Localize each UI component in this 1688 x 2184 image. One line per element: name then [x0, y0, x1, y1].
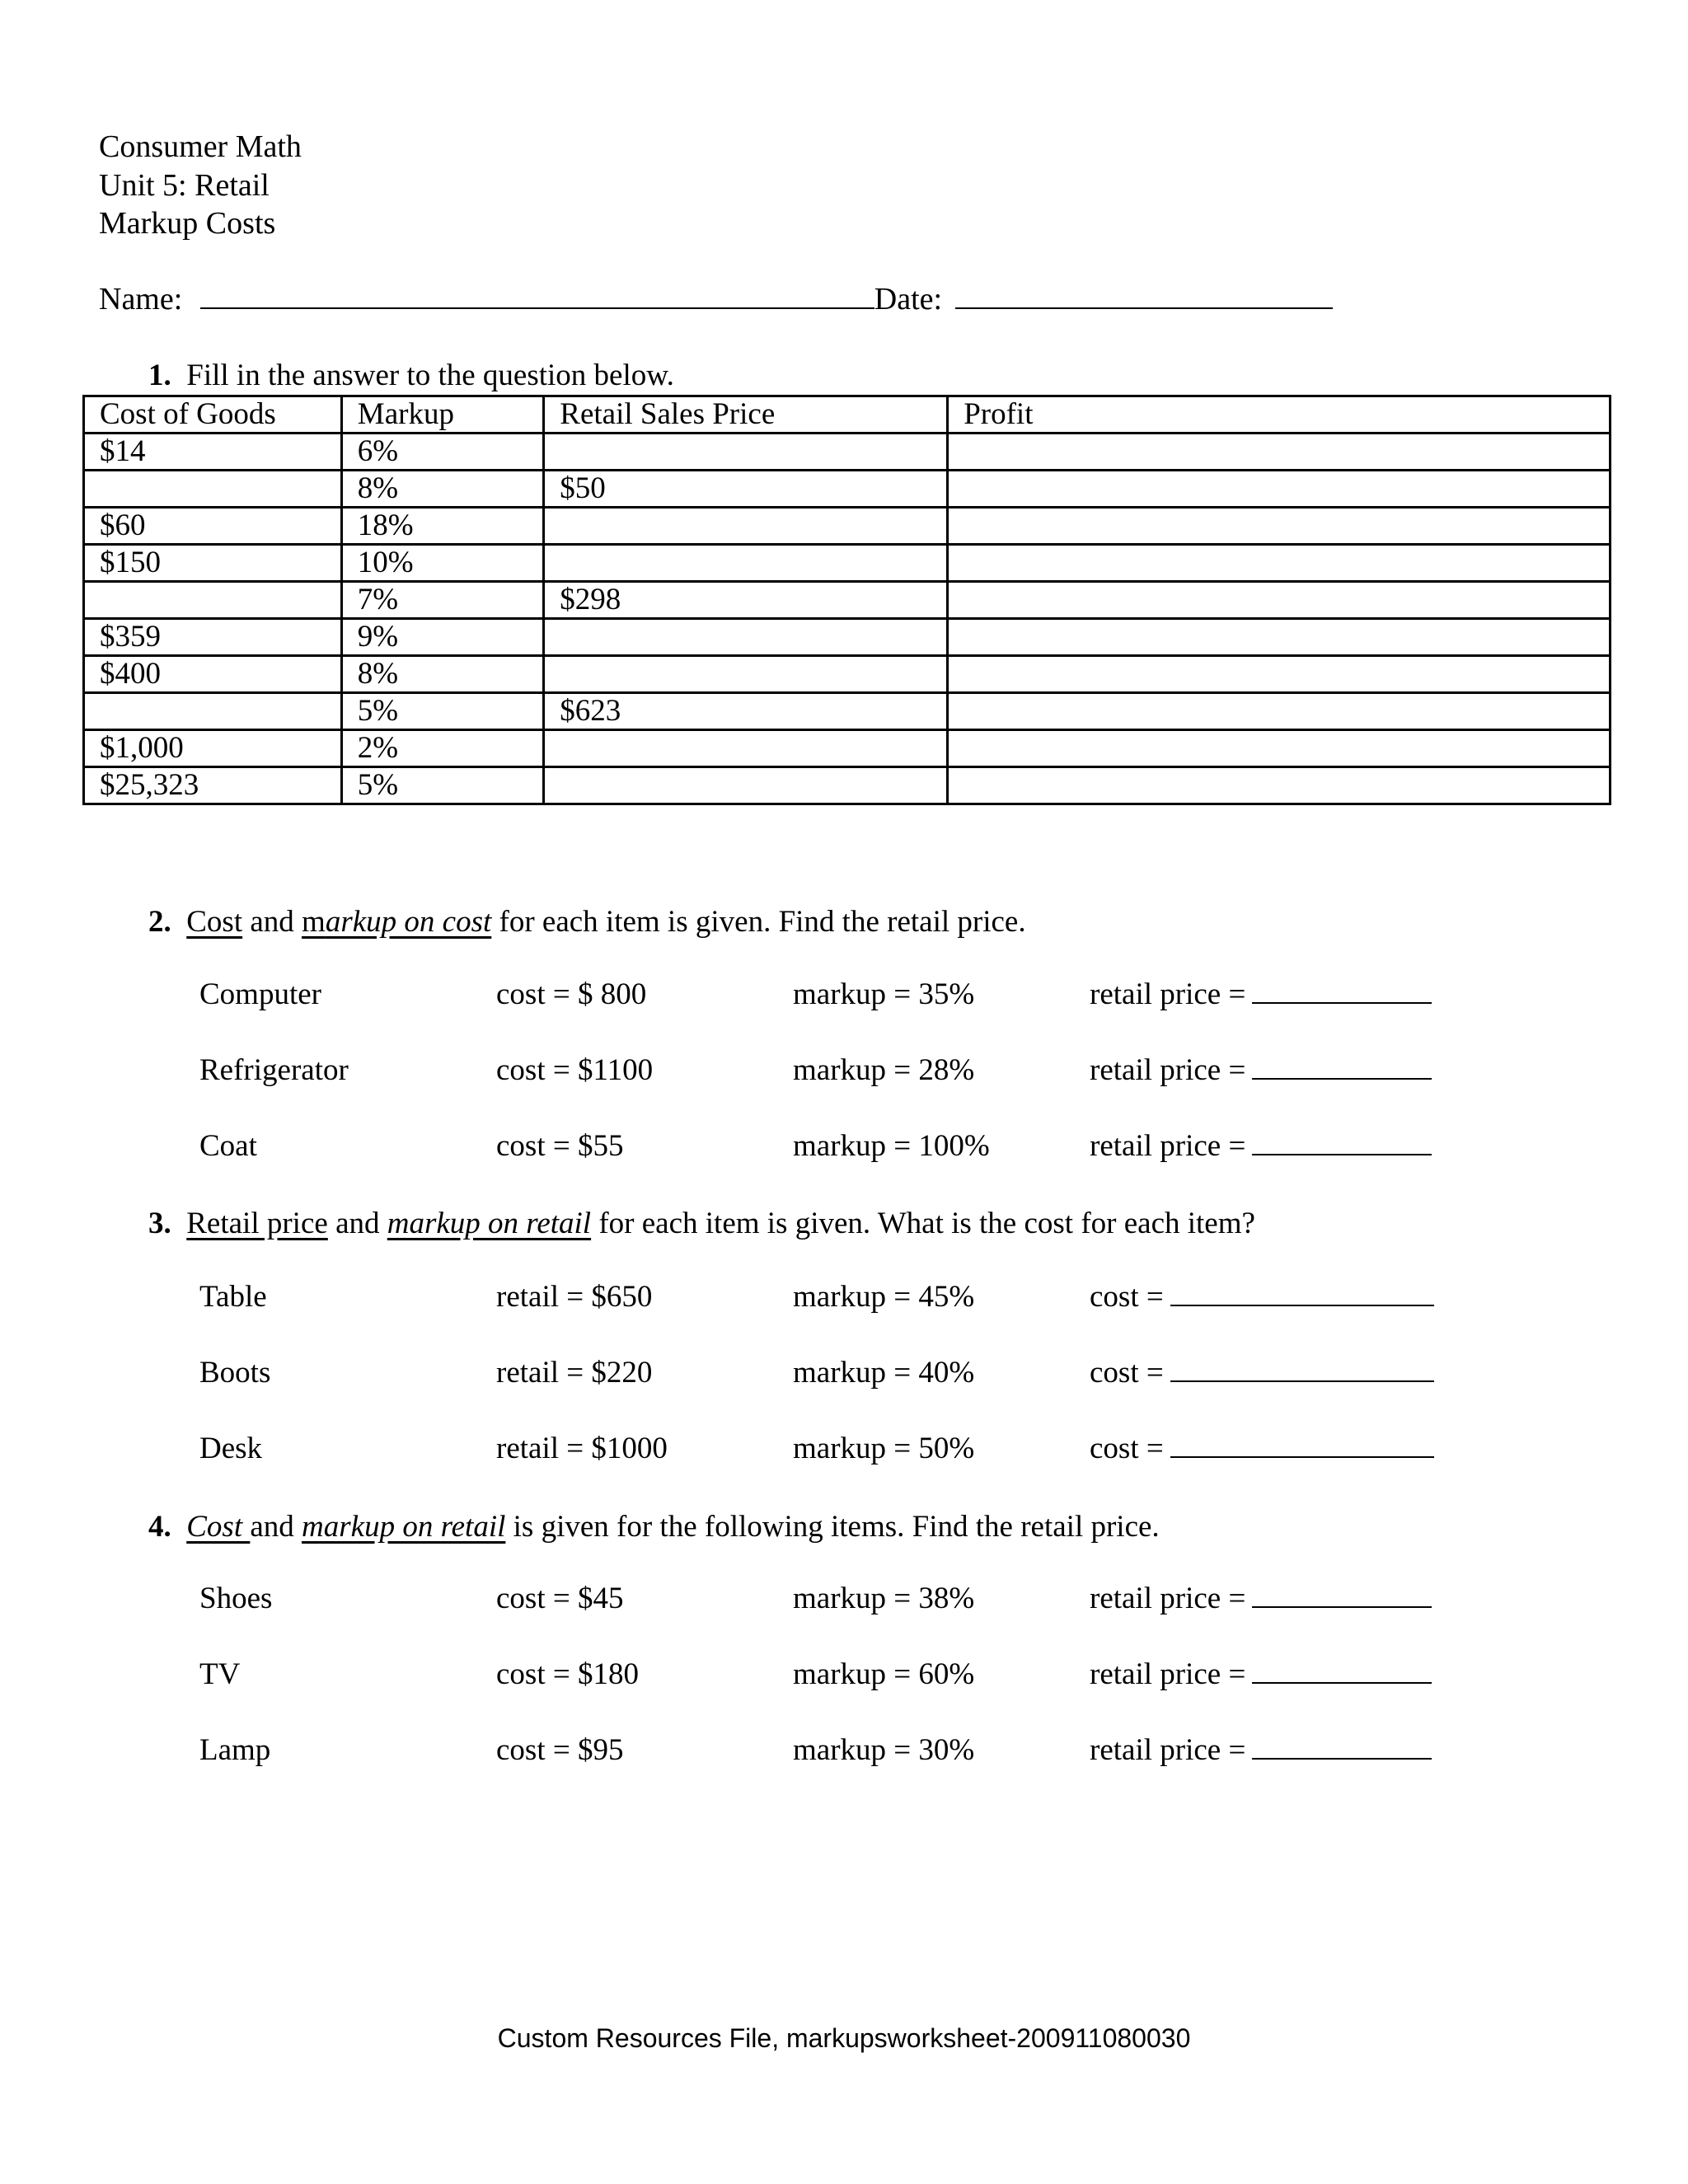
table-cell: $60: [84, 508, 342, 545]
table-cell: 5%: [341, 693, 543, 730]
table-cell[interactable]: [948, 767, 1611, 804]
column-header: Cost of Goods: [84, 396, 342, 434]
table-row: [84, 508, 1611, 545]
q2-text: for each item is given. Find the retail price.: [491, 905, 1026, 939]
answer-label: retail price =: [1090, 1733, 1246, 1767]
course-title: Consumer Math: [99, 129, 302, 164]
table-cell[interactable]: [544, 545, 948, 582]
table-row: [84, 693, 1611, 730]
table-cell: 8%: [341, 471, 543, 508]
table-cell: 10%: [341, 545, 543, 582]
table-cell: 18%: [341, 508, 543, 545]
table-cell[interactable]: [948, 656, 1611, 693]
column-header: Markup: [341, 396, 543, 434]
given-value: retail = $220: [496, 1356, 653, 1390]
answer-group: [1090, 1581, 1432, 1616]
answer-group: [1090, 1128, 1432, 1164]
q4-item-row: [0, 1581, 1688, 1622]
markup-value: markup = 40%: [793, 1356, 975, 1390]
q2-term-markup-m: m: [302, 905, 326, 939]
item-name: TV: [199, 1657, 241, 1691]
table-cell[interactable]: [84, 582, 342, 619]
markup-value: markup = 50%: [793, 1432, 975, 1465]
answer-label: cost =: [1090, 1432, 1164, 1465]
table-cell: $1,000: [84, 730, 342, 767]
q3-prompt: [148, 1205, 1255, 1243]
table-cell: $14: [84, 434, 342, 471]
table-cell[interactable]: [948, 508, 1611, 545]
markup-value: markup = 38%: [793, 1582, 975, 1615]
table-cell[interactable]: [948, 619, 1611, 656]
footer-text: Custom Resources File, markupsworksheet-200911080030: [497, 2023, 1191, 2053]
table-row: [84, 471, 1611, 508]
q3-item-row: [0, 1431, 1688, 1472]
table-cell[interactable]: [948, 582, 1611, 619]
answer-group: [1090, 1657, 1432, 1692]
answer-label: retail price =: [1090, 1657, 1246, 1691]
table-cell: $25,323: [84, 767, 342, 804]
answer-label: retail price =: [1090, 1582, 1246, 1615]
table-row: [84, 730, 1611, 767]
column-header: Profit: [948, 396, 1611, 434]
answer-group: [1090, 1431, 1434, 1466]
given-value: retail = $1000: [496, 1432, 668, 1465]
q1-prompt: [148, 357, 674, 395]
item-name: Desk: [199, 1432, 263, 1465]
table-cell: 6%: [341, 434, 543, 471]
table-cell: $50: [544, 471, 948, 508]
table-row: [84, 619, 1611, 656]
item-name: Shoes: [199, 1582, 273, 1615]
table-cell: $298: [544, 582, 948, 619]
q3-term-retail-price: Retail price: [186, 1207, 328, 1240]
q4-item-row: [0, 1657, 1688, 1698]
name-field[interactable]: [200, 307, 874, 309]
q3-text-and: and: [327, 1207, 387, 1240]
answer-blank[interactable]: [1252, 1053, 1432, 1080]
table-cell: $400: [84, 656, 342, 693]
answer-label: retail price =: [1090, 977, 1246, 1011]
table-cell[interactable]: [948, 471, 1611, 508]
item-name: Boots: [199, 1356, 271, 1390]
table-cell: 5%: [341, 767, 543, 804]
q2-item-row: [0, 1128, 1688, 1169]
q2-item-row: [0, 977, 1688, 1018]
q2-term-markup-on-cost: arkup on cost: [325, 905, 492, 939]
table-cell[interactable]: [544, 508, 948, 545]
q3-number: 3.: [148, 1207, 171, 1240]
given-value: cost = $ 800: [496, 977, 647, 1011]
answer-blank[interactable]: [1170, 1280, 1434, 1306]
q2-term-cost: Cost: [186, 905, 243, 939]
date-field[interactable]: [955, 307, 1333, 309]
q4-prompt: [148, 1508, 1160, 1546]
item-name: Coat: [199, 1129, 257, 1163]
answer-label: cost =: [1090, 1356, 1164, 1390]
q4-number: 4.: [148, 1510, 171, 1544]
table-row: [84, 656, 1611, 693]
answer-label: retail price =: [1090, 1129, 1246, 1163]
table-cell[interactable]: [544, 619, 948, 656]
table-row: [84, 434, 1611, 471]
table-cell[interactable]: [544, 767, 948, 804]
given-value: retail = $650: [496, 1280, 653, 1314]
table-header-row: [84, 396, 1611, 434]
given-value: cost = $55: [496, 1129, 624, 1163]
q1-number: 1.: [148, 359, 171, 392]
table-cell[interactable]: [84, 471, 342, 508]
q2-number: 2.: [148, 905, 171, 939]
table-row: [84, 582, 1611, 619]
name-label: Name:: [99, 282, 183, 316]
topic-title: Markup Costs: [99, 206, 276, 241]
item-name: Computer: [199, 977, 321, 1011]
answer-blank[interactable]: [1170, 1356, 1434, 1382]
table-cell[interactable]: [948, 434, 1611, 471]
answer-blank[interactable]: [1252, 1582, 1432, 1608]
answer-group: [1090, 1279, 1434, 1315]
q4-term-cost: Cost: [186, 1510, 251, 1544]
table-cell[interactable]: [948, 730, 1611, 767]
table-cell: $623: [544, 693, 948, 730]
q4-text: is given for the following items. Find the retail price.: [505, 1510, 1160, 1544]
answer-group: [1090, 1052, 1432, 1088]
answer-blank[interactable]: [1252, 1129, 1432, 1155]
answer-blank[interactable]: [1252, 1657, 1432, 1684]
markup-value: markup = 35%: [793, 977, 975, 1011]
markup-value: markup = 100%: [793, 1129, 990, 1163]
item-name: Table: [199, 1280, 267, 1314]
table-cell: 8%: [341, 656, 543, 693]
q4-item-row: [0, 1732, 1688, 1774]
answer-label: retail price =: [1090, 1053, 1246, 1087]
markup-value: markup = 30%: [793, 1733, 975, 1767]
table-cell: $150: [84, 545, 342, 582]
q3-item-row: [0, 1355, 1688, 1396]
answer-group: [1090, 1732, 1432, 1768]
answer-blank[interactable]: [1252, 977, 1432, 1004]
q4-text-and: and: [250, 1510, 302, 1544]
q3-text: for each item is given. What is the cost for each item?: [591, 1207, 1255, 1240]
unit-title: Unit 5: Retail: [99, 168, 270, 203]
table-cell: $359: [84, 619, 342, 656]
given-value: cost = $1100: [496, 1053, 654, 1087]
table-cell: 7%: [341, 582, 543, 619]
column-header: Retail Sales Price: [544, 396, 948, 434]
table-cell: 2%: [341, 730, 543, 767]
answer-blank[interactable]: [1170, 1432, 1434, 1458]
table-cell[interactable]: [948, 693, 1611, 730]
q2-item-row: [0, 1052, 1688, 1094]
markup-value: markup = 60%: [793, 1657, 975, 1691]
markup-value: markup = 45%: [793, 1280, 975, 1314]
given-value: cost = $45: [496, 1582, 624, 1615]
table-cell[interactable]: [544, 656, 948, 693]
markup-table: [82, 395, 1611, 805]
q3-item-row: [0, 1279, 1688, 1320]
answer-blank[interactable]: [1252, 1733, 1432, 1760]
item-name: Lamp: [199, 1733, 271, 1767]
name-date-line: [99, 280, 1333, 318]
date-label: Date:: [874, 282, 943, 316]
table-row: [84, 545, 1611, 582]
item-name: Refrigerator: [199, 1053, 349, 1087]
table-cell[interactable]: [948, 545, 1611, 582]
answer-group: [1090, 977, 1432, 1012]
answer-group: [1090, 1355, 1434, 1390]
table-cell: 9%: [341, 619, 543, 656]
given-value: cost = $180: [496, 1657, 639, 1691]
answer-label: cost =: [1090, 1280, 1164, 1314]
table-row: [84, 767, 1611, 804]
q2-text-and: and: [242, 905, 302, 939]
table-cell[interactable]: [84, 693, 342, 730]
q1-text: Fill in the answer to the question below.: [186, 359, 674, 392]
q3-term-markup-on-retail: markup on retail: [387, 1207, 592, 1240]
q2-prompt: [148, 903, 1026, 941]
table-cell[interactable]: [544, 730, 948, 767]
given-value: cost = $95: [496, 1733, 624, 1767]
markup-value: markup = 28%: [793, 1053, 975, 1087]
q4-term-markup-on-retail: markup on retail: [302, 1510, 506, 1544]
table-cell[interactable]: [544, 434, 948, 471]
